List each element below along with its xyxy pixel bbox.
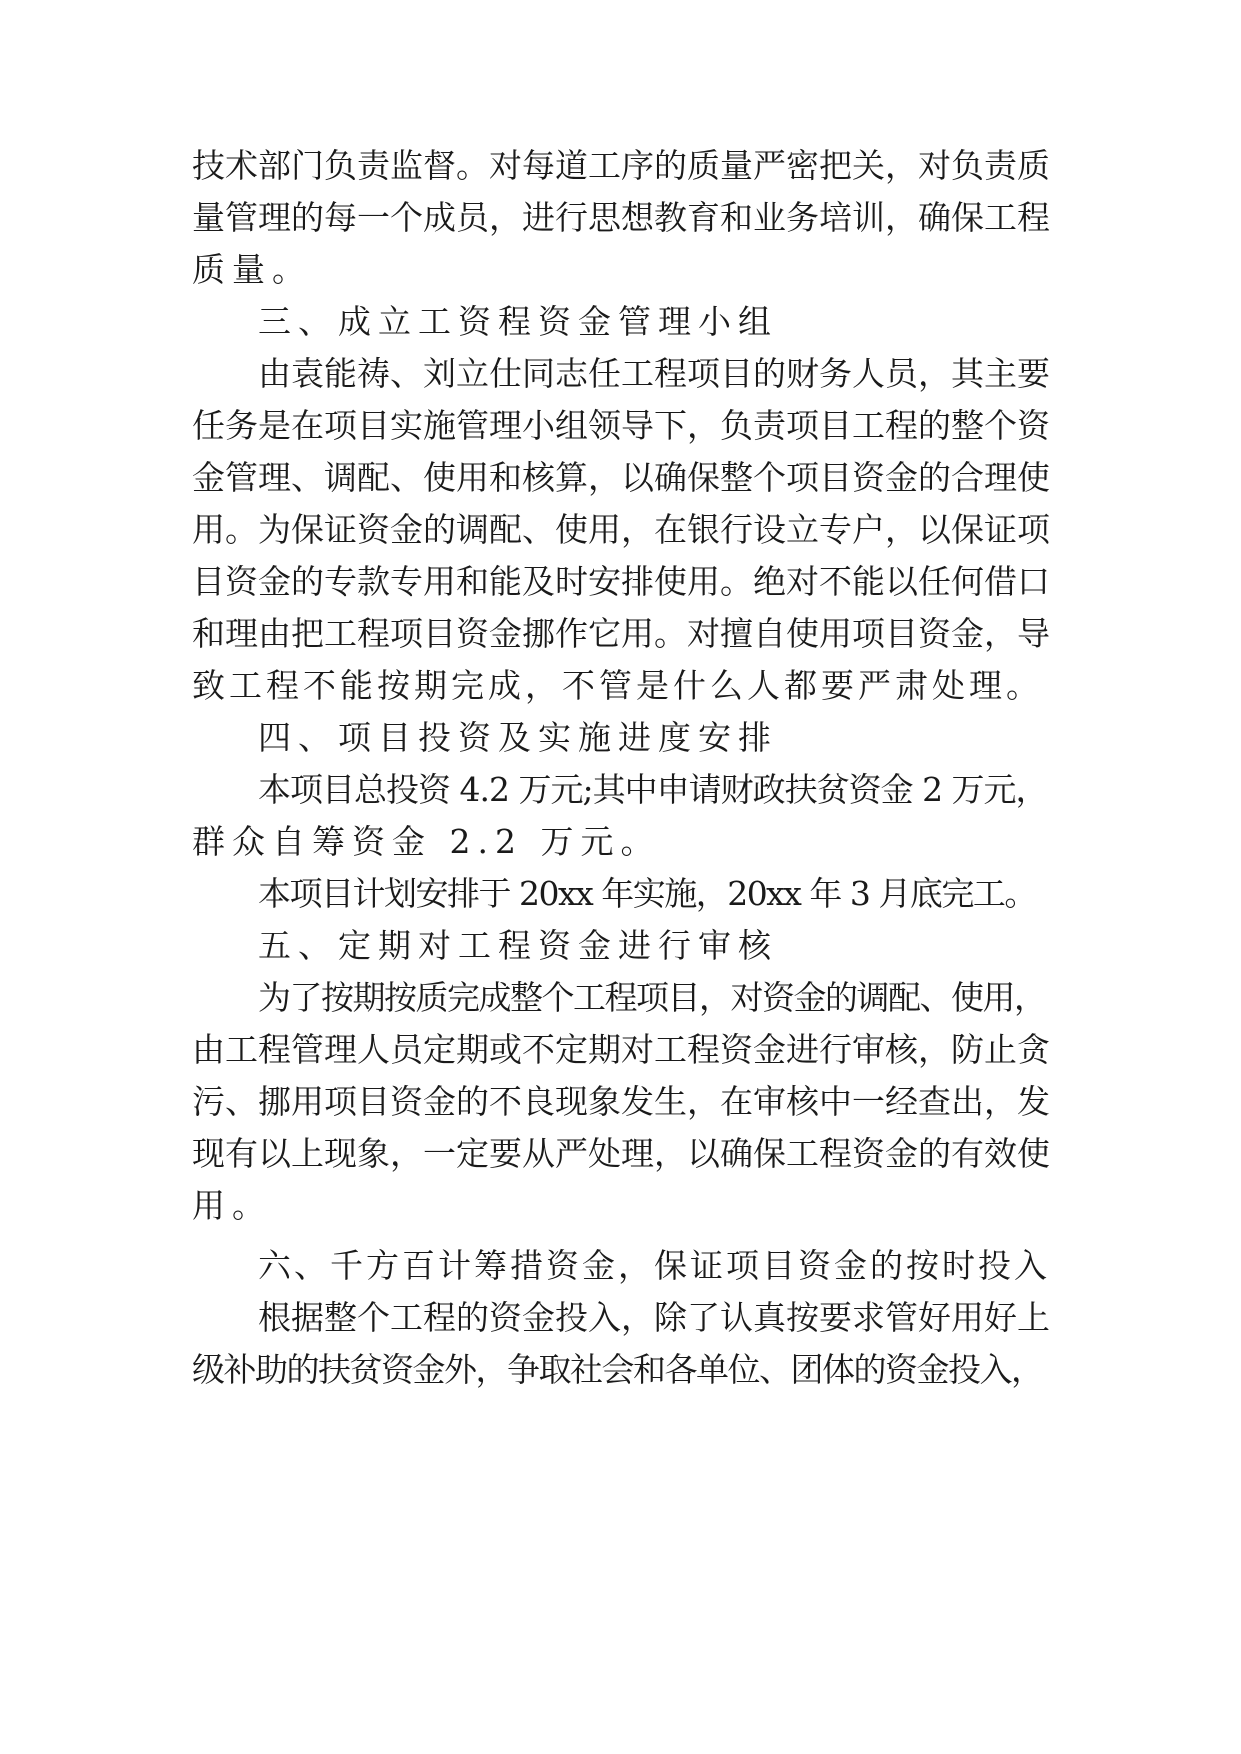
- text-line: 污、挪用项目资金的不良现象发生，在审核中一经查出，发: [192, 1082, 1050, 1121]
- text-line: 本项目总投资 4.2 万元;其中申请财政扶贫资金 2 万元，: [258, 770, 1048, 809]
- text-line: 由工程管理人员定期或不定期对工程资金进行审核，防止贪: [192, 1030, 1050, 1069]
- text-line: 由袁能祷、刘立仕同志任工程项目的财务人员，其主要: [258, 354, 1050, 393]
- text-line: 根据整个工程的资金投入，除了认真按要求管好用好上: [258, 1298, 1050, 1337]
- text-line: 为了按期按质完成整个工程项目，对资金的调配、使用，: [258, 978, 1046, 1017]
- text-line: 量管理的每一个成员，进行思想教育和业务培训，确保工程: [192, 198, 1050, 237]
- text-line: 用。: [192, 1186, 272, 1225]
- section-heading: 六、千方百计筹措资金，保证项目资金的按时投入: [258, 1246, 1050, 1285]
- text-line: 现有以上现象，一定要从严处理，以确保工程资金的有效使: [192, 1134, 1050, 1173]
- text-line: 金管理、调配、使用和核算，以确保整个项目资金的合理使: [192, 458, 1050, 497]
- text-line: 致工程不能按期完成，不管是什么人都要严肃处理。: [192, 666, 1043, 705]
- text-line: 技术部门负责监督。对每道工序的质量严密把关，对负责质: [192, 146, 1050, 185]
- section-heading: 四、项目投资及实施进度安排: [258, 718, 778, 757]
- text-line: 质量。: [192, 250, 312, 289]
- text-line: 用。为保证资金的调配、使用，在银行设立专户，以保证项: [192, 510, 1050, 549]
- section-heading: 三、成立工资程资金管理小组: [258, 302, 778, 341]
- text-line: 本项目计划安排于 20xx 年实施，20xx 年 3 月底完工。: [258, 874, 1036, 913]
- text-line: 群众自筹资金 2.2 万元。: [192, 822, 661, 861]
- text-line: 和理由把工程项目资金挪作它用。对擅自使用项目资金，导: [192, 614, 1050, 653]
- section-heading: 五、定期对工程资金进行审核: [258, 926, 778, 965]
- text-line: 任务是在项目实施管理小组领导下，负责项目工程的整个资: [192, 406, 1050, 445]
- text-line: 目资金的专款专用和能及时安排使用。绝对不能以任何借口: [192, 562, 1050, 601]
- text-line: 级补助的扶贫资金外，争取社会和各单位、团体的资金投入，: [192, 1350, 1043, 1389]
